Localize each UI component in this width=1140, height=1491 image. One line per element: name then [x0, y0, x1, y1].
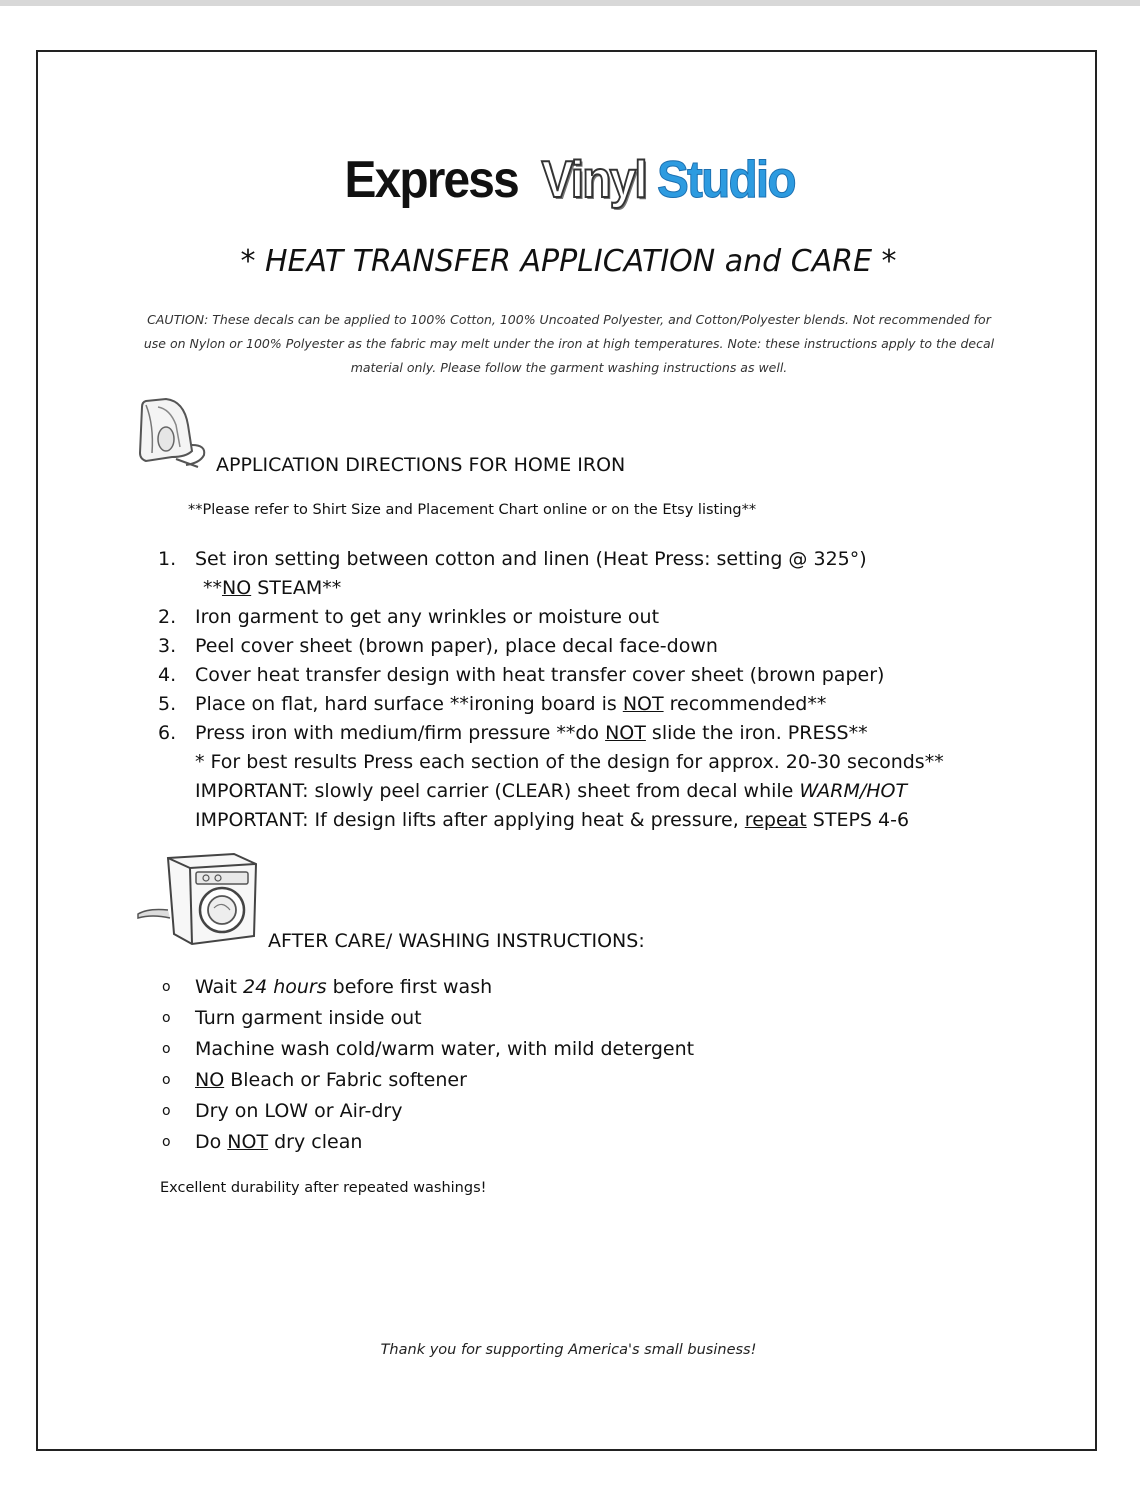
application-steps [158, 545, 1058, 835]
important-repeat-pre: IMPORTANT: If design lifts after applying heat & pressure, [195, 809, 745, 831]
caution-paragraph: CAUTION: These decals can be applied to 100% Cotton, 100% Uncoated Polyester, and Cotton/Polyester blends. Not recommended for use on Nylon or 100% Polyester as the fabric may melt under the iron at high temperatures. Note: these instructions apply to the decal material only. Please follow the garment washing instructions as well. [143, 312, 995, 375]
step-4 [158, 661, 1058, 690]
washing-machine-icon [134, 848, 264, 948]
step-text: Peel cover sheet (brown paper), place decal face-down [195, 635, 718, 657]
care-text: Dry on LOW or Air-dry [195, 1100, 403, 1122]
aftercare-heading: AFTER CARE/ WASHING INSTRUCTIONS: [268, 930, 645, 952]
step-text-emphasis: NOT [605, 722, 646, 744]
step-6 [158, 719, 1058, 748]
step-1-note [158, 574, 1058, 603]
instruction-sheet [36, 50, 1097, 1451]
step-number: 3. [158, 635, 177, 657]
step-number: 5. [158, 693, 177, 715]
important-peel-emphasis: WARM/HOT [799, 780, 908, 802]
care-text: Machine wash cold/warm water, with mild detergent [195, 1038, 695, 1060]
care-item [158, 972, 858, 1003]
bullet-icon: o [162, 979, 171, 995]
step-text-emphasis: NOT [622, 693, 664, 715]
brand-word-2: Vinyl [541, 151, 647, 209]
step-2 [158, 603, 1058, 632]
step-3 [158, 632, 1058, 661]
step-text: Set iron setting between cotton and linen (Heat Press: setting @ 325°) [195, 548, 867, 570]
important-peel-text: IMPORTANT: slowly peel carrier (CLEAR) sheet from decal while [195, 780, 800, 802]
placement-chart-note: **Please refer to Shirt Size and Placement Chart online or on the Etsy listing** [188, 502, 757, 518]
care-item [158, 1096, 858, 1127]
important-note-repeat [158, 806, 1058, 835]
step-text-pre: Place on flat, hard surface **ironing board is [195, 693, 623, 715]
care-text-post: dry clean [268, 1131, 363, 1153]
step-text: Iron garment to get any wrinkles or moisture out [195, 606, 660, 628]
aftercare-list [158, 972, 858, 1158]
step-1-note-emphasis: NO [222, 577, 252, 599]
care-item [158, 1034, 858, 1065]
application-heading: APPLICATION DIRECTIONS FOR HOME IRON [216, 454, 626, 476]
durability-note: Excellent durability after repeated washings! [160, 1180, 487, 1196]
care-text-emphasis: NO [195, 1069, 225, 1091]
step-number: 4. [158, 664, 177, 686]
step-text-post: slide the iron. PRESS** [645, 722, 868, 744]
step-text: Cover heat transfer design with heat transfer cover sheet (brown paper) [195, 664, 885, 686]
step-1-note-post: STEAM** [251, 577, 342, 599]
bullet-icon: o [162, 1103, 171, 1119]
care-text-emphasis: 24 hours [242, 976, 327, 998]
step-5 [158, 690, 1058, 719]
important-note-peel [158, 777, 1058, 806]
bullet-icon: o [162, 1072, 171, 1088]
window-top-edge [0, 0, 1140, 6]
important-repeat-emphasis: repeat [744, 809, 807, 831]
step-number: 6. [158, 722, 177, 744]
care-text-emphasis: NOT [227, 1131, 269, 1153]
thank-you-footer: Thank you for supporting America's small business! [380, 1342, 757, 1358]
important-repeat-post: STEPS 4-6 [806, 809, 910, 831]
iron-icon [136, 395, 208, 475]
step-number: 1. [158, 548, 177, 570]
care-item [158, 1127, 858, 1158]
brand-word-3: Studio [656, 151, 795, 209]
care-text-post: before first wash [326, 976, 493, 998]
page-title: * HEAT TRANSFER APPLICATION and CARE * [240, 244, 897, 279]
brand-logo [38, 150, 1099, 210]
brand-word-1: Express [344, 151, 518, 209]
care-text-post: Bleach or Fabric softener [224, 1069, 467, 1091]
step-text-post: recommended** [663, 693, 827, 715]
care-text: Turn garment inside out [195, 1007, 422, 1029]
step-1 [158, 545, 1058, 574]
bullet-icon: o [162, 1010, 171, 1026]
step-text-pre: Press iron with medium/firm pressure **do [195, 722, 606, 744]
bullet-icon: o [162, 1041, 171, 1057]
bullet-icon: o [162, 1134, 171, 1150]
step-number: 2. [158, 606, 177, 628]
care-text-pre: Do [195, 1131, 228, 1153]
care-item [158, 1003, 858, 1034]
care-text-pre: Wait [195, 976, 243, 998]
best-results-note: * For best results Press each section of the design for approx. 20-30 seconds** [195, 751, 944, 773]
care-item [158, 1065, 858, 1096]
step-1-note-pre: ** [203, 577, 222, 599]
